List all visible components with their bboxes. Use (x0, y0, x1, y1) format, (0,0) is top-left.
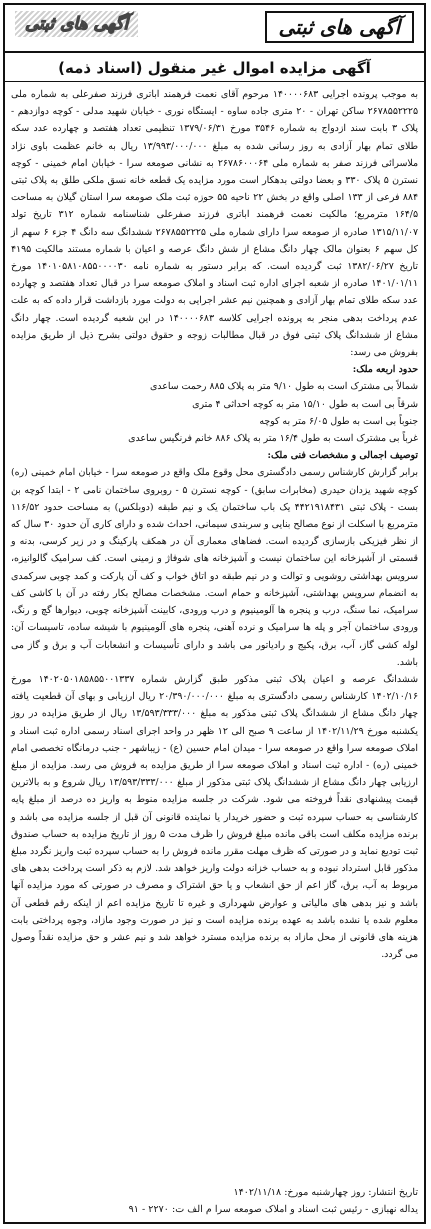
section-label-ghost: آگهی های ثبتی (15, 11, 138, 37)
section-label: آگهی های ثبتی (265, 11, 415, 43)
section-header (5, 5, 424, 53)
notice-title: آگهی مزایده اموال غیر منقول (اسناد ذمه) (5, 53, 424, 82)
description-heading: توصیف اجمالی و مشخصات فنی ملک: (267, 450, 418, 462)
valuation-paragraph: ششدانگ عرصه و اعیان پلاک ثبتی مذکور طبق گزارش شماره ۱۴۰۲۰۵۰۱۸۵۸۵۵۰۰۱۳۳۷ مورخ ۱۴۰۲/۱۰/۱۶ کارشناس رسمی دادگستری به مبلغ ۲۰/۳۹۰/۰۰۰/۰۰۰ ریال ارزیابی و بهای آن قطعیت یافته چهار دانگ مشاع از ششدانگ پلاک ثبتی مذکور به مبلغ ۱۳/۵۹۳/۳۳۳/۰۰۰ ریال از طریق مزایده در روز یکشنبه مورخ ۱۴۰۲/۱۱/۲۹ از ساعت ۹ صبح الی ۱۲ ظهر در واحد اجرای اسناد رسمی اداره ثبت اسناد و املاک صومعه سرا واقع در صومعه سرا - میدان امام حسین (ع) - زیباشهر - جنب درمانگاه تخصصی امام خمینی (ره) - اداره ثبت اسناد و املاک صومعه سرا از طریق مزایده به فروش می رسد. مزایده از مبلغ ارزیابی چهار دانگ مشاع از ششدانگ پلاک ثبتی مذکور از مبلغ ۱۳/۵۹۳/۳۳۳/۰۰۰ ریال شروع و به بالاترین قیمت پیشنهادی نقداً فروخته می شود. شرکت در جلسه مزایده منوط به واریز ده درصد از مبلغ پایه کارشناسی به حساب سپرده ثبت و حضور خریدار یا نماینده قانونی آن قبل از جلسه مزایده می باشد و برنده مزایده مکلف است باقی مانده مبلغ فروش را ظرف مدت ۵ روز از تاریخ مزایده به حساب صندوق ثبت تودیع نماید و در صورتی که ظرف مهلت مقرر مانده فروش را به حساب سپرده ثبت واریز نگردد مبلغ مذکور قابل استرداد نبوده و به حساب خزانه دولت واریز خواهد شد. لازم به ذکر است پرداخت بدهی های مربوط به آب، برق، گاز اعم از حق انشعاب و یا حق اشتراک و مصرف در صورتی که مورد مزایده آنها باشد و نیز بدهی های مالیاتی و عوارض شهرداری و غیره تا تاریخ مزایده اعم از اینکه رقم قطعی آن معلوم شده یا نشده باشد به عهده برنده مزایده است و نیز در صورت وجود مازاد، وجوه پرداختی بابت هزینه های قانونی از محل مازاد به برنده مزایده مسترد خواهد شد و نیم عشر و حق مزایده نقداً وصول می گردد. (11, 673, 419, 961)
notice-frame (3, 3, 426, 1224)
boundary-south: جنوباً بی است به طول ۶/۰۵ متر به کوچه (259, 415, 418, 427)
boundary-west: غرباً بی مشترک است به طول ۱۶/۴ متر به پلاک ۸۸۶ خانم فرنگیس ساعدی (128, 433, 418, 445)
notice-body (5, 82, 424, 963)
boundaries-heading: حدود اربعه ملک: (352, 364, 418, 376)
publish-date: تاریخ انتشار: روز چهارشنبه مورخ: ۱۴۰۲/۱۱/۱۸ (233, 1187, 418, 1198)
boundary-north: شمالاً بی مشترک است به طول ۹/۱۰ متر به پلاک ۸۸۵ رحمت ساعدی (149, 381, 418, 393)
boundary-east: شرقاً بی است به طول ۱۵/۱۰ متر به کوچه احداثی ۴ متری (192, 398, 418, 410)
notice-footer (11, 1184, 418, 1218)
signature-line: یداله نهبازی - رئیس ثبت اسناد و املاک صومعه سرا م الف ت: ۲۲۷۰ - ۹۱ (128, 1204, 418, 1215)
intro-paragraph: به موجب پرونده اجرایی ۱۴۰۰۰۰۶۸۳ مرحوم آقای نعمت فرهمند اباتری فرزند صفرعلی به شماره ملی ۲۶۷۸۵۵۲۲۲۵ ساکن تهران - ۲۰ متری جاده ساوه - ایستگاه نوری - خیابان شهید مدلی - کوچه دوازدهم - پلاک ۳ بابت سند ازدواج به شماره ۳۵۴۶ مورخ ۱۳۷۹/۰۶/۳۱ تنظیمی تعداد هفتصد و چهارده عدد سکه طلای تمام بهار آزادی به روز رسانی شده به مبلغ ۱۳/۹۹۳/۰۰۰/۰۰۰ ریال به خانم عظمت باوی نژاد ملاسرائی فرزند صفر به شماره ملی ۲۶۷۸۶۰۰۰۶۴ به نشانی صومعه سرا - خیابان امام خمینی - کوچه نسترن ۵ پلاک ۳۳۰ و بعضا دولتی بدهکار است مورد مزایده یک قطعه خانه نسق ملکی طلق به پلاک ثبتی ۸۸۴ فرعی از ۱۳۳ اصلی واقع در بخش ۲۲ ناحیه ۵۵ حوزه ثبت ملک صومعه سرا استان گیلان به مساحت ۱۶۴/۵ مترمربع؛ مالکیت نعمت فرهمند اباتری فرزند صفرعلی شناسنامه شماره ۳۱۲ تاریخ تولد ۱۳۱۵/۱۱/۰۷ صادره از صومعه سرا دارای شماره ملی ۲۶۷۸۵۵۲۲۲۵ ششدانگ سه دانگ ۴ جزء ۶ سهم از کل سهم ۶ بعنوان مالک چهار دانگ مشاع از شش دانگ عرصه و اعیان با شماره مستند مالکیت ۴۱۹۵ تاریخ ۱۳۸۲/۰۶/۲۷ ثبت گردیده است. که برابر دستور به شماره نامه ۱۴۰۱۰۵۸۱۰۸۵۵۰۰۰۰۳۰ مورخ ۱۴۰۱/۰۱/۱۱ صادره از شعبه اجرای اداره ثبت اسناد و املاک صومعه سرا در قبال تعداد هفتصد و چهارده عدد سکه طلای تمام بهار آزادی و همچنین نیم عشر اجرایی به دولت مورد بازداشت قرار داده که به علت عدم پرداخت بدهی منجر به پرونده اجرایی کلاسه ۱۴۰۰۰۰۶۸۳ در این شعبه گردیده است. چهار دانگ مشاع از ششدانگ پلاک ثبتی فوق در قبال مطالبات زوجه و حقوق دولتی بشرح ذیل از طریق مزایده بفروش می رسد: (11, 89, 419, 359)
description-text: برابر گزارش کارشناس رسمی دادگستری محل وقوع ملک واقع در صومعه سرا - خیابان امام خمینی (ره) کوچه شهید یزدان حیدری (مخابرات سابق) - کوچه نسترن ۵ - روبروی ساختمان نامی ۲ - ابتدا کوچه بن بست - پلاک ثبتی ۴۴۲۱۹۱۸۴۳۱ یک باب ساختمان یک و نیم طبقه (دوبلکس) به مساحت حدود ۱۱۶/۵۲ مترمربع با اسکلت از نوع مصالح بنایی و سربندی سیمانی، احداث شده و دارای کاری آن حدود ۳۰ سال که از نظر فیزیکی بازسازی گردیده است. فضاهای معماری آن در همکف پارکینگ و در زیر کرسی، بدنه و قسمتی از آشپزخانه این ساختمان نیست و آشپزخانه های شوفاژ و زمینی است. کف سرامیک گالوانیزه، سرویس بهداشتی روشویی و توالت و در نیم طبقه دو اتاق خواب و کف آن پارکت و کمد چوبی سرکمدی به انضمام سرویس بهداشتی، آشپزخانه و حمام است. مشخصات مصالح بکار رفته در آن با کاشی کف سرامیک، نما سنگ، درب و پنجره ها آلومینیوم و درب ورودی، کابینت آشپزخانه چوبی، دیوارها گچ و رنگ، ورودی ساختمان آجر و پله ها سرامیک و نرده آهنی، پنجره های آلومینیوم با شیشه ساده، تاسیسات آن: لوله کشی گاز، آب، برق، پکیج و رادیاتور می باشد و دارای تأسیسات و انشعابات آب و برق و گاز می باشد. (11, 467, 419, 668)
